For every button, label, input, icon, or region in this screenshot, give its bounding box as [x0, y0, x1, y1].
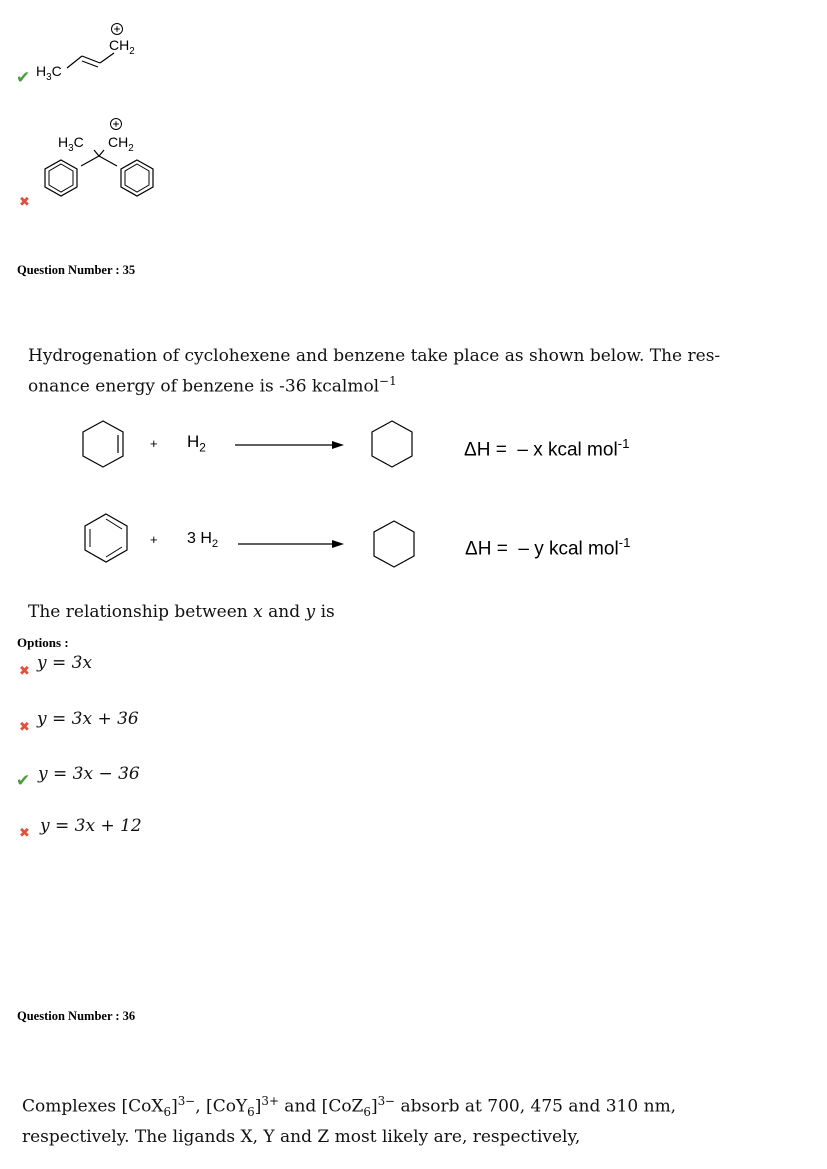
- question-number: Question Number : 36: [17, 1009, 136, 1023]
- prompt-variable: x: [253, 602, 263, 622]
- prompt-text: and: [268, 602, 301, 622]
- stem-superscript: 3+: [261, 1094, 279, 1108]
- cross-icon: ✖: [19, 720, 30, 735]
- question-stem: [22, 1089, 812, 1150]
- dh-label: ΔH =: [464, 439, 507, 461]
- cross-icon: ✖: [19, 664, 30, 679]
- stem-text: onance energy of benzene is -36 kcalmol: [28, 376, 380, 397]
- reaction2-scheme: [70, 508, 450, 578]
- dh-label: ΔH =: [465, 538, 508, 560]
- dh-value: – y kcal mol: [518, 538, 619, 560]
- structure-label-h3c: $H_3C$: [36, 63, 62, 83]
- structure-diphenyl-cation: [30, 112, 170, 212]
- stem-line: respectively. The ligands X, Y and Z most likely are, respectively,: [22, 1127, 581, 1148]
- enthalpy-label: [464, 436, 630, 461]
- stem-text: , [CoY: [195, 1096, 248, 1117]
- reagent-text: H: [187, 432, 200, 451]
- stem-line: [28, 369, 788, 400]
- reagent-subscript: 2: [211, 538, 219, 551]
- reaction-reagent: [187, 530, 218, 550]
- prompt-text: The relationship between: [28, 602, 248, 622]
- question-number: Question Number : 35: [17, 263, 136, 277]
- stem-line: Complexes $[CoX_6]^{3-}$, $[CoY_6]^{3+}$ and $[CoZ_6]^{3-}$ absorb at 700, 475 and 310 nm,: [22, 1094, 677, 1120]
- prompt-variable: y: [305, 602, 316, 622]
- question-stem: [28, 344, 788, 400]
- check-icon: ✔: [16, 68, 31, 88]
- structure-label-ch2: $CH_2$: [108, 134, 134, 154]
- reaction-plus: +: [150, 436, 158, 451]
- check-icon: ✔: [16, 771, 31, 791]
- option-2[interactable]: y = 3x + 36: [37, 709, 139, 729]
- structure-label-ch2: $CH_2$: [109, 37, 135, 57]
- reaction-plus: +: [150, 532, 158, 547]
- stem-text: and [CoZ: [278, 1096, 364, 1117]
- options-label: Options :: [17, 635, 69, 650]
- dh-value: – x kcal mol: [517, 439, 618, 461]
- structure-label-h3c: $H_3C$: [58, 134, 84, 154]
- stem-line: Hydrogenation of cyclohexene and benzene take place as shown below. The res-: [28, 346, 721, 366]
- enthalpy-label: [465, 535, 631, 560]
- cross-icon: ✖: [19, 195, 30, 210]
- reaction1-scheme: [70, 410, 450, 480]
- stem-text: Complexes [CoX: [22, 1096, 164, 1117]
- prompt-text: is: [320, 602, 335, 622]
- dh-superscript: -1: [618, 535, 631, 550]
- stem-subscript: 6: [247, 1105, 255, 1120]
- stem-superscript: −1: [379, 374, 397, 388]
- dh-superscript: -1: [617, 436, 630, 451]
- reagent-text: 3 H: [187, 530, 212, 547]
- stem-subscript: 6: [163, 1105, 172, 1120]
- stem-subscript: 6: [363, 1105, 371, 1120]
- question-prompt: [28, 600, 335, 625]
- option-1[interactable]: y = 3x: [37, 653, 93, 673]
- stem-superscript: 3−: [377, 1094, 396, 1108]
- reaction-reagent: [187, 432, 206, 454]
- reagent-subscript: 2: [199, 440, 206, 455]
- option-4[interactable]: y = 3x + 12: [40, 816, 142, 836]
- stem-text: absorb at 700, 475 and 310 nm,: [395, 1096, 677, 1117]
- option-3[interactable]: y = 3x − 36: [38, 764, 140, 784]
- stem-superscript: 3−: [177, 1094, 196, 1108]
- cross-icon: ✖: [19, 826, 30, 841]
